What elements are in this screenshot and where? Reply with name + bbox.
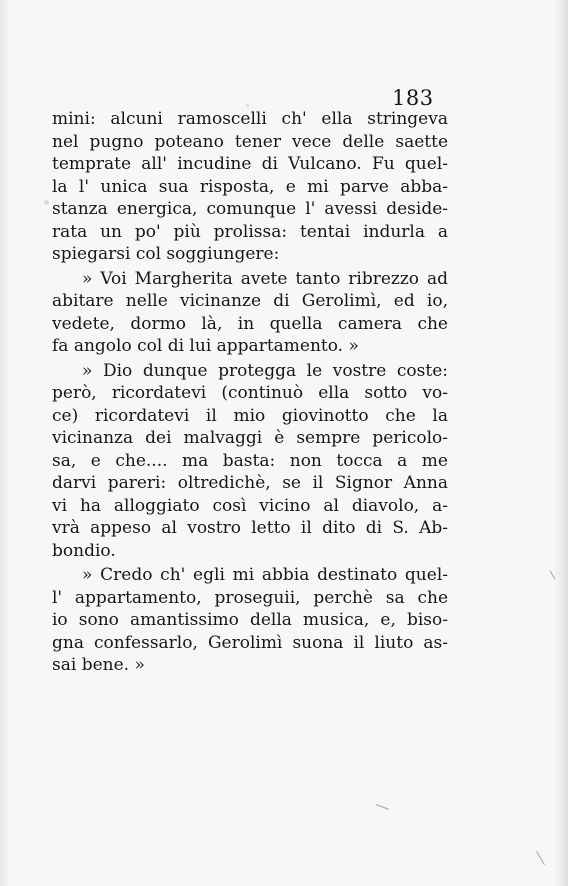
text-line: abitare nelle vicinanze di Gerolimì, ed io, [52,291,448,311]
text-line: nel pugno poteano tener vece delle saette [52,131,448,152]
text-line: darvi pareri: oltredichè, se il Signor Anna [52,473,448,493]
text-line: la l' unica sua risposta, e mi parve abba- [52,176,448,197]
text-line: spiegarsi col soggiungere: [52,244,280,264]
text-line: temprate all' incudine di Vulcano. Fu quel- [52,154,448,174]
text-line: stanza energica, comunque l' avessi deside- [52,199,448,219]
text-line: fa angolo col di lui appartamento. » [52,336,359,356]
text-line: » Voi Margherita avete tanto ribrezzo ad [82,268,448,289]
text-line: sai bene. » [52,655,145,675]
paper-smudge [44,200,49,205]
text-line: vrà appeso al vostro letto il dito di S. Ab- [52,518,448,538]
text-line: rata un po' più prolissa: tentai indurla a [52,221,448,242]
page-number: 183 [392,86,434,110]
text-line: gna confessarlo, Gerolimì suona il liuto as- [52,632,448,653]
text-line: vicinanza dei malvaggi è sempre pericolo- [52,428,448,448]
text-line: » Credo ch' egli mi abbia destinato quel- [82,565,448,585]
body-text [52,108,448,677]
text-line: io sono amantissimo della musica, e, biso- [52,610,448,630]
paper-smudge [246,104,249,107]
page-right-shadow [554,0,568,886]
margin-mark [376,804,389,810]
text-line: vedete, dormo là, in quella camera che [52,313,448,334]
text-line: bondio. [52,540,116,561]
text-line: vi ha alloggiato così vicino al diavolo, a- [52,495,448,516]
text-line: mini: alcuni ramoscelli ch' ella stringeva [52,109,448,129]
text-line: ce) ricordatevi il mio giovinotto che la [52,405,448,426]
text-line: sa, e che.... ma basta: non tocca a me [52,450,448,471]
text-line: » Dio dunque protegga le vostre coste: [82,360,448,381]
margin-mark [536,851,545,865]
page-left-shadow [0,0,10,886]
text-line: l' appartamento, proseguii, perchè sa che [52,587,448,608]
text-line: però, ricordatevi (continuò ella sotto vo- [52,383,448,403]
